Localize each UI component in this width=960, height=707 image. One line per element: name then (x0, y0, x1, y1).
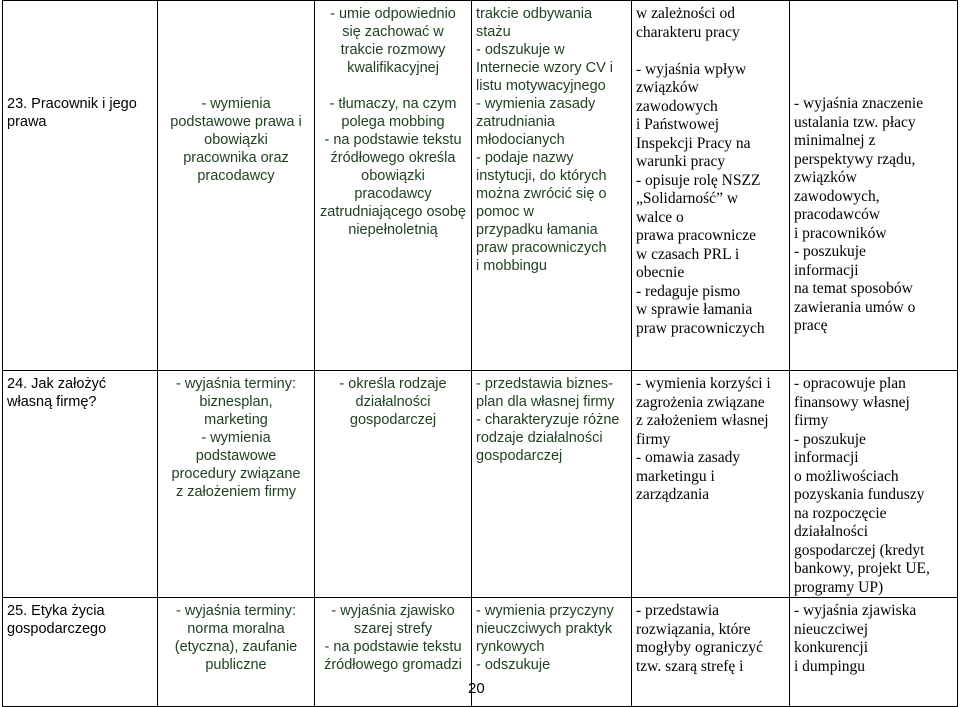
requirement-line: - wymienia zasady (476, 96, 596, 112)
requirement-line: marketing (204, 412, 268, 428)
requirement-line: zarządzania (636, 486, 710, 503)
requirement-cell-6 (790, 598, 958, 707)
requirement-line: - przedstawia (636, 602, 720, 619)
requirement-line (636, 42, 785, 61)
requirement-line: mogłyby ograniczyć (636, 639, 763, 656)
requirement-line: plan dla własnej firmy (476, 394, 615, 410)
requirement-line: pracodawcy (197, 168, 275, 184)
requirement-cell-2 (158, 1, 315, 371)
requirement-line: walce o (636, 208, 684, 226)
requirement-line: i Państwowej (636, 116, 720, 133)
requirement-line: szarej strefy (353, 621, 433, 637)
requirement-line: obowiązki (361, 168, 425, 184)
requirement-line: - na podstawie tekstu (324, 639, 462, 655)
requirement-line: norma moralna (187, 621, 285, 637)
requirement-line: - wyjaśnia znaczenie (794, 95, 924, 112)
curriculum-table (2, 0, 958, 707)
table-row (3, 371, 958, 598)
requirement-line: - odszukuje (476, 657, 551, 673)
requirement-line: pomoc w (476, 204, 535, 220)
topic-cell (3, 371, 158, 598)
requirement-line: pracodawcy (354, 186, 432, 202)
requirement-line: nieuczciwej (794, 620, 869, 638)
requirement-line: i mobbingu (476, 258, 547, 274)
requirement-line: - opracowuje plan (794, 375, 906, 392)
requirement-line: - odszukuje w (476, 42, 565, 58)
requirement-cell-6 (790, 1, 958, 371)
requirement-line: na temat sposobów (794, 280, 913, 297)
requirement-cell-6 (790, 371, 958, 598)
requirement-line: programy UP) (794, 578, 884, 596)
requirement-line: pracownika oraz (183, 150, 289, 166)
requirement-line: zagrożenia związane (636, 393, 765, 411)
requirement-cell-5 (632, 598, 790, 707)
requirement-line: - przedstawia biznes- (476, 376, 613, 392)
requirement-line: zatrudniającego osobę (320, 204, 466, 220)
requirement-line: - redaguje pismo (636, 282, 741, 300)
requirement-line: - wymienia przyczyny (476, 603, 614, 619)
requirement-line: „Solidarność” w (636, 190, 739, 207)
requirement-line: - tłumaczy, na czym (329, 96, 457, 112)
requirement-line: kwalifikacyjnej (347, 60, 439, 76)
requirement-line: - umie odpowiednio (330, 6, 456, 22)
requirement-line: - podaje nazwy (476, 150, 574, 166)
requirement-line: gospodarczej (349, 412, 437, 428)
requirement-line: - wymienia (201, 430, 271, 446)
requirement-line: - wyjaśnia terminy: (175, 603, 297, 619)
requirement-line: obowiązki (204, 132, 268, 148)
requirement-line: - wyjaśnia wpływ (636, 60, 747, 78)
requirement-cell-3 (315, 371, 472, 598)
requirement-line: - określa rodzaje (339, 376, 447, 392)
requirement-line: listu motywacyjnego (476, 78, 606, 94)
requirement-line: firmy (794, 412, 829, 429)
requirement-cell-4 (472, 598, 632, 707)
requirement-line: obecnie (636, 264, 685, 281)
requirement-line: zawierania umów o (794, 298, 916, 316)
requirement-line: tzw. szarą strefę i (636, 657, 744, 675)
requirement-line: procedury związane (171, 466, 301, 482)
requirement-line: - poszukuje (794, 430, 866, 448)
requirement-line (319, 77, 467, 95)
requirement-cell-2 (158, 371, 315, 598)
requirement-line: trakcie rozmowy (340, 42, 446, 58)
requirement-cell-4 (472, 1, 632, 371)
requirement-line: polega mobbing (341, 114, 445, 130)
topic-title: 24. Jak założyć własną firmę? (7, 376, 107, 410)
requirement-line: źródłowego gromadzi (324, 657, 462, 673)
topic-title: 23. Pracownik i jego prawa (7, 96, 137, 130)
requirement-line: gospodarczej (kredyt (794, 541, 925, 559)
requirement-line: - wymienia korzyści i (636, 375, 771, 392)
requirement-line: podstawowe prawa i (170, 114, 302, 130)
requirement-cell-5 (632, 1, 790, 371)
requirement-line: - wyjaśnia zjawiska (794, 602, 917, 619)
requirement-line: informacji (794, 449, 859, 466)
requirement-line: perspektywy rządu, (794, 150, 916, 168)
requirement-line: z założeniem firmy (175, 484, 297, 500)
page-number: 20 (468, 680, 485, 697)
requirement-line: zawodowych (636, 97, 718, 115)
requirement-line: rynkowych (476, 639, 545, 655)
requirement-line: (etyczna), zaufanie (174, 639, 298, 655)
requirement-line: gospodarczej (476, 448, 563, 464)
requirement-line: można zwrócić się o (476, 186, 607, 202)
requirement-line: pozyskania funduszy (794, 486, 925, 503)
requirement-line: zatrudniania (476, 114, 555, 130)
requirement-line: nieuczciwych praktyk (476, 621, 613, 637)
requirement-line: związków (794, 169, 857, 186)
requirement-line: prawa pracownicze (636, 227, 757, 244)
requirement-line: - omawia zasady (636, 449, 741, 466)
topic-cell (3, 1, 158, 371)
topic-cell (3, 598, 158, 707)
requirement-line: praw pracowniczych (636, 319, 765, 337)
requirement-line: minimalnej z (794, 132, 876, 149)
requirement-line: publiczne (205, 657, 267, 673)
requirement-line: konkurencji (794, 639, 869, 656)
requirement-line: związków (636, 79, 699, 96)
requirement-line: w sprawie łamania (636, 301, 753, 318)
requirement-line: źródłowego określa (330, 150, 456, 166)
requirement-line: - opisuje rolę NSZZ (636, 171, 761, 189)
requirement-line: informacji (794, 261, 859, 279)
requirement-line: Internecie wzory CV i (476, 60, 613, 76)
requirement-line: - wyjaśnia zjawisko (331, 603, 455, 619)
requirement-line: podstawowe (195, 448, 277, 464)
requirement-line: przypadku łamania (476, 222, 598, 238)
requirement-line: zawodowych, (794, 187, 880, 205)
requirement-line: finansowy własnej (794, 393, 910, 411)
requirement-line: warunki pracy (636, 153, 726, 170)
requirement-line: - charakteryzuje różne (476, 412, 620, 428)
requirement-line: i pracowników (794, 224, 887, 242)
requirement-line: ustalania tzw. płacy (794, 113, 916, 131)
requirement-line: bankowy, projekt UE, (794, 560, 930, 577)
requirement-cell-5 (632, 371, 790, 598)
requirement-line: trakcie odbywania (476, 6, 593, 22)
requirement-line: w czasach PRL i (636, 245, 740, 263)
topic-title: 25. Etyka życia gospodarczego (7, 603, 107, 637)
requirement-line: - poszukuje (794, 243, 866, 260)
requirement-line: młodocianych (476, 132, 565, 148)
requirement-cell-4 (472, 371, 632, 598)
requirement-line: w zależności od (636, 5, 735, 22)
requirement-line: marketingu i (636, 467, 715, 485)
requirement-line: z założeniem własnej (636, 412, 769, 429)
requirement-line: stażu (476, 24, 511, 40)
requirement-line: - wyjaśnia terminy: (175, 376, 297, 392)
requirement-line: rozwiązania, które (636, 620, 751, 638)
table-row (3, 1, 958, 371)
requirement-line: na rozpoczęcie (794, 504, 887, 522)
requirement-line: o możliwościach (794, 467, 899, 485)
requirement-line: działalności (355, 394, 431, 410)
requirement-line: - wymienia (201, 96, 271, 112)
requirement-line: instytucji, do których (476, 168, 607, 184)
requirement-line: - na podstawie tekstu (324, 132, 462, 148)
requirement-line: pracodawców (794, 206, 881, 223)
requirement-cell-3 (315, 598, 472, 707)
requirement-cell-3 (315, 1, 472, 371)
requirement-line: niepełnoletnią (348, 222, 438, 238)
requirement-line: Inspekcji Pracy na (636, 134, 751, 152)
requirement-line: działalności (794, 523, 869, 540)
requirement-line: się zachować w (342, 24, 444, 40)
requirement-line: pracę (794, 317, 828, 334)
requirement-cell-2 (158, 598, 315, 707)
requirement-line: firmy (636, 430, 671, 448)
requirement-line: i dumpingu (794, 657, 866, 675)
requirement-line: charakteru pracy (636, 23, 740, 41)
requirement-line: rodzaje działalności (476, 430, 603, 446)
requirement-line: biznesplan, (199, 394, 273, 410)
requirement-line: praw pracowniczych (476, 240, 607, 256)
